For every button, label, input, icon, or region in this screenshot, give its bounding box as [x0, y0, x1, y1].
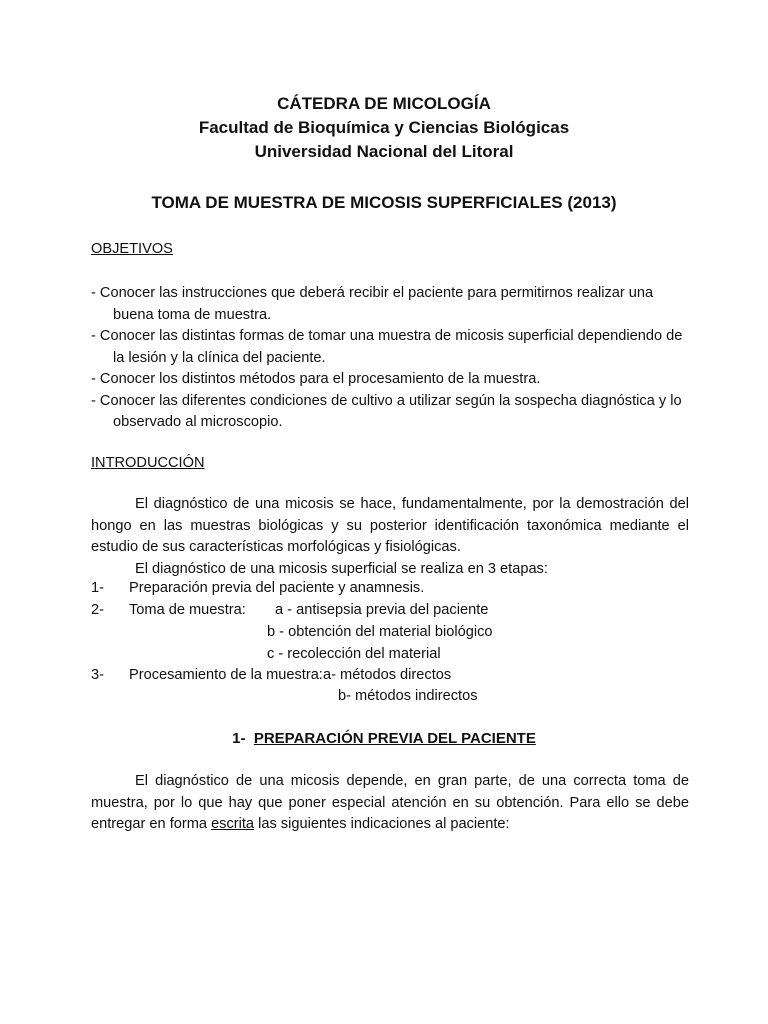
header-block: [0, 92, 768, 164]
etapa-subitem: c - recolección del material: [267, 646, 441, 662]
objetivos-heading: OBJETIVOS: [91, 241, 173, 257]
etapa-label: Toma de muestra:: [129, 602, 246, 618]
etapa-number: 1-: [91, 580, 104, 596]
objetivo-item: - Conocer las diferentes condiciones de cultivo a utilizar según la sospecha diagnóstica y lo observado al microscopio.: [91, 392, 682, 430]
intro-etapas: El diagnóstico de una micosis superficial se realiza en 3 etapas:: [135, 560, 548, 577]
etapa-subitem: a- métodos directos: [323, 667, 452, 683]
section-1-body: [91, 771, 689, 836]
header-facultad: Facultad de Bioquímica y Ciencias Biológicas: [198, 118, 570, 137]
section-1-number: 1-: [232, 730, 246, 747]
header-catedra: CÁTEDRA DE MICOLOGÍA: [277, 94, 491, 113]
objetivo-item: - Conocer los distintos métodos para el procesamiento de la muestra.: [91, 371, 541, 387]
section-1-paragraph: [91, 771, 689, 836]
section-1-heading: [0, 730, 768, 747]
etapa-label: Preparación previa del paciente y anamnesis.: [129, 580, 425, 596]
objetivo-item: - Conocer las distintas formas de tomar una muestra de micosis superficial dependiendo de la lesión y la clínica del paciente.: [91, 328, 683, 366]
intro-paragraph: El diagnóstico de una micosis se hace, fundamentalmente, por la demostración del hongo en las muestras biológicas y su posterior identificación taxonómica mediante el estudio de sus características morfológicas y fisiológicas.: [91, 496, 689, 555]
etapa-subitem: b- métodos indirectos: [338, 688, 478, 704]
etapa-subitem: b - obtención del material biológico: [267, 624, 493, 640]
etapa-number: 3-: [91, 667, 104, 683]
document-title: TOMA DE MUESTRA DE MICOSIS SUPERFICIALES (2013): [151, 193, 617, 212]
objetivo-item: - Conocer las instrucciones que deberá recibir el paciente para permitirnos realizar una buena toma de muestra.: [91, 285, 654, 323]
header-universidad: Universidad Nacional del Litoral: [254, 142, 514, 161]
section-1-text-before: El diagnóstico de una micosis depende, en gran parte, de una correcta toma de muestra, por lo que hay que poner especial atención en su obtención. Para ello se debe entregar en forma: [91, 773, 689, 832]
objetivos-list: [91, 283, 689, 434]
etapa-label: Procesamiento de la muestra:: [129, 667, 323, 683]
etapa-number: 2-: [91, 602, 104, 618]
etapa-subitem: a - antisepsia previa del paciente: [275, 602, 489, 618]
section-1-text-after: las siguientes indicaciones al paciente:: [254, 816, 510, 832]
introduccion-body: [91, 494, 689, 580]
section-1-underlined-word: escrita: [211, 816, 255, 832]
introduccion-heading: INTRODUCCIÓN: [91, 455, 205, 471]
section-1-title: PREPARACIÓN PREVIA DEL PACIENTE: [253, 730, 536, 747]
